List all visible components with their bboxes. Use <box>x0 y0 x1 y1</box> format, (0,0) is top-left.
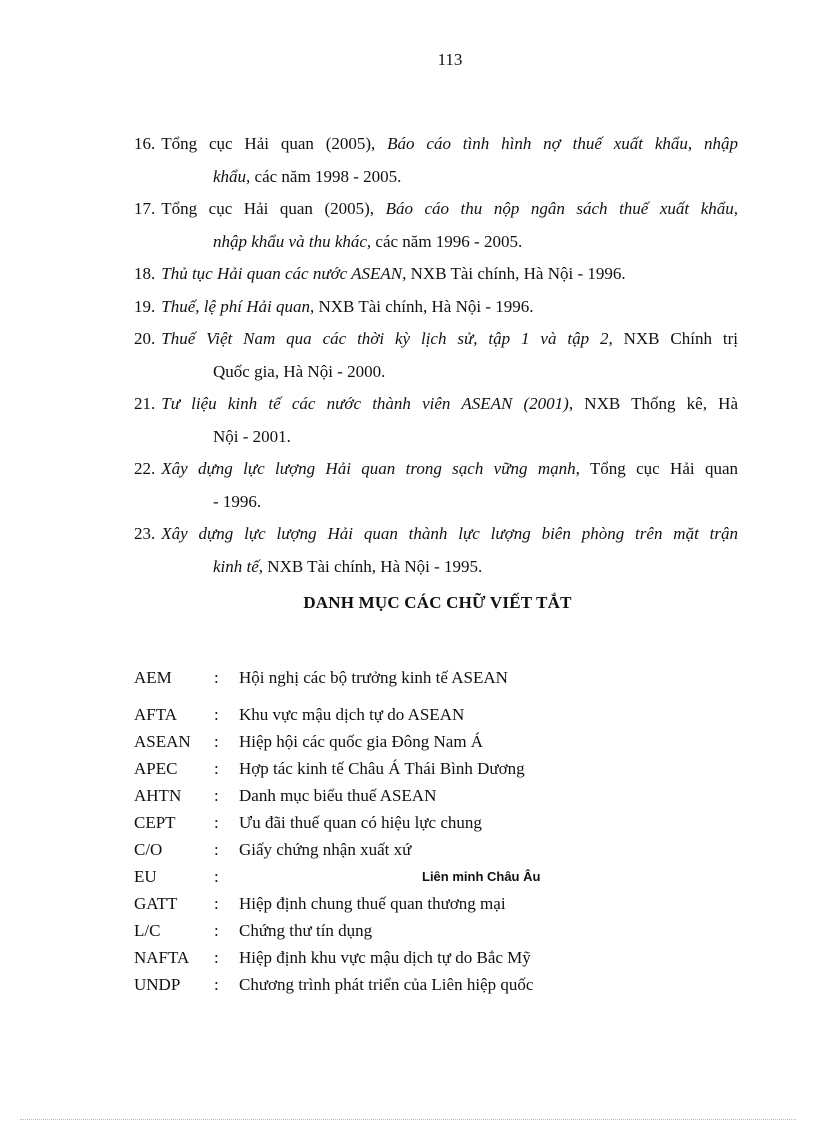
abbreviation-row <box>134 755 694 782</box>
reference-title: Thuế Việt Nam qua các thời kỳ lịch sử, tập 1 và tập 2 <box>161 329 609 348</box>
reference-text: , NXB Tài chính, Hà Nội - 1996. <box>310 296 534 316</box>
reference-item <box>134 291 738 324</box>
abbreviation-row <box>134 863 694 890</box>
reference-title: nhập khẩu và thu khác, <box>213 231 372 251</box>
reference-number: 18. <box>134 264 156 283</box>
abbreviation-row <box>134 917 694 944</box>
reference-title: Xây dựng lực lượng Hải quan trong sạch vững mạnh <box>161 459 576 478</box>
reference-text: - 1996. <box>213 491 262 511</box>
abbreviation-code: L/C <box>134 921 161 940</box>
reference-title: kinh tế <box>213 556 259 576</box>
abbreviation-code: EU <box>134 867 157 886</box>
abbreviation-meaning: Ưu đãi thuế quan có hiệu lực chung <box>239 813 482 832</box>
section-title: DANH MỤC CÁC CHỮ VIẾT TẮT <box>303 593 572 612</box>
abbreviation-code: NAFTA <box>134 948 190 967</box>
abbreviation-code: ASEAN <box>134 732 191 751</box>
abbreviation-code: AEM <box>134 668 172 687</box>
reference-title: khẩu, <box>213 166 251 186</box>
abbreviation-row <box>134 944 694 971</box>
abbreviation-row <box>134 890 694 917</box>
reference-number: 23. <box>134 524 156 543</box>
reference-text: , NXB Chính trị <box>608 329 738 348</box>
reference-text: , Tổng cục Hải quan <box>575 459 738 478</box>
abbreviation-separator: : <box>214 867 219 886</box>
abbreviation-separator: : <box>214 732 219 751</box>
page-bottom-rule <box>20 1119 796 1120</box>
abbreviation-row <box>134 701 694 728</box>
reference-list <box>134 128 738 583</box>
reference-title: Báo cáo tình hình nợ thuế xuất khẩu, nhập <box>387 134 738 153</box>
abbreviation-separator: : <box>214 813 219 832</box>
abbreviation-code: AFTA <box>134 705 178 724</box>
abbreviation-row <box>134 728 694 755</box>
abbreviation-meaning: Khu vực mậu dịch tự do ASEAN <box>239 705 465 724</box>
page-number: 113 <box>437 50 463 69</box>
abbreviation-code: C/O <box>134 840 163 859</box>
abbreviation-meaning: Hội nghị các bộ trưởng kinh tế ASEAN <box>239 668 508 687</box>
reference-item <box>134 128 738 193</box>
reference-text: Tổng cục Hải quan (2005), <box>161 199 386 218</box>
abbreviation-meaning: Chứng thư tín dụng <box>239 921 373 940</box>
abbreviation-meaning: Hiệp hội các quốc gia Đông Nam Á <box>239 732 484 751</box>
reference-text: , NXB Tài chính, Hà Nội - 1996. <box>402 264 626 283</box>
reference-text: các năm 1998 - 2005. <box>250 166 402 186</box>
reference-number: 16. <box>134 134 156 153</box>
abbreviation-meaning: Liên minh Châu Âu <box>422 869 541 884</box>
abbreviation-meaning: Danh mục biểu thuế ASEAN <box>239 786 437 805</box>
abbreviation-separator: : <box>214 948 219 967</box>
abbreviation-code: GATT <box>134 894 178 913</box>
reference-number: 20. <box>134 329 156 348</box>
reference-item <box>134 258 738 291</box>
reference-number: 21. <box>134 394 156 413</box>
abbreviation-separator: : <box>214 668 219 687</box>
reference-item <box>134 323 738 388</box>
abbreviation-separator: : <box>214 786 219 805</box>
abbreviation-row <box>134 664 694 691</box>
abbreviation-separator: : <box>214 921 219 940</box>
reference-number: 17. <box>134 199 156 218</box>
reference-title: Thuế, lệ phí Hải quan <box>161 296 310 316</box>
reference-title: Thủ tục Hải quan các nước ASEAN <box>161 264 403 283</box>
abbreviation-separator: : <box>214 894 219 913</box>
reference-text: , NXB Thống kê, Hà <box>568 394 739 413</box>
reference-text: các năm 1996 - 2005. <box>371 231 523 251</box>
abbreviation-meaning: Giấy chứng nhận xuất xứ <box>239 840 412 859</box>
reference-text: , NXB Tài chính, Hà Nội - 1995. <box>258 556 483 576</box>
reference-item <box>134 453 738 518</box>
abbreviation-code: APEC <box>134 759 178 778</box>
reference-item <box>134 388 738 453</box>
abbreviation-code: CEPT <box>134 813 176 832</box>
reference-number: 19. <box>134 296 156 316</box>
abbreviation-code: AHTN <box>134 786 182 805</box>
abbreviation-separator: : <box>214 840 219 859</box>
abbreviation-row <box>134 809 694 836</box>
abbreviation-separator: : <box>214 759 219 778</box>
reference-text: Tổng cục Hải quan (2005), <box>161 134 388 153</box>
abbreviation-meaning: Hiệp định khu vực mậu dịch tự do Bắc Mỹ <box>239 948 531 967</box>
reference-item <box>134 193 738 258</box>
abbreviation-meaning: Hiệp định chung thuế quan thương mại <box>239 894 506 913</box>
abbreviation-separator: : <box>214 975 219 994</box>
abbreviation-row <box>134 971 694 998</box>
abbreviation-code: UNDP <box>134 975 181 994</box>
reference-title: Tư liệu kinh tế các nước thành viên ASEAN (2001) <box>161 394 569 413</box>
reference-text: Quốc gia, Hà Nội - 2000. <box>213 361 386 381</box>
reference-text: Nội - 2001. <box>213 426 291 446</box>
abbreviation-separator: : <box>214 705 219 724</box>
abbreviation-row <box>134 836 694 863</box>
abbreviation-list <box>134 664 694 998</box>
reference-title: Báo cáo thu nộp ngân sách thuế xuất khẩu, <box>385 199 738 218</box>
abbreviation-meaning: Chương trình phát triển của Liên hiệp quốc <box>239 975 534 994</box>
reference-title: Xây dựng lực lượng Hải quan thành lực lượng biên phòng trên mặt trận <box>161 524 738 543</box>
abbreviation-row <box>134 782 694 809</box>
abbreviation-meaning: Hợp tác kinh tế Châu Á Thái Bình Dương <box>239 759 525 778</box>
reference-item <box>134 518 738 583</box>
reference-number: 22. <box>134 459 156 478</box>
